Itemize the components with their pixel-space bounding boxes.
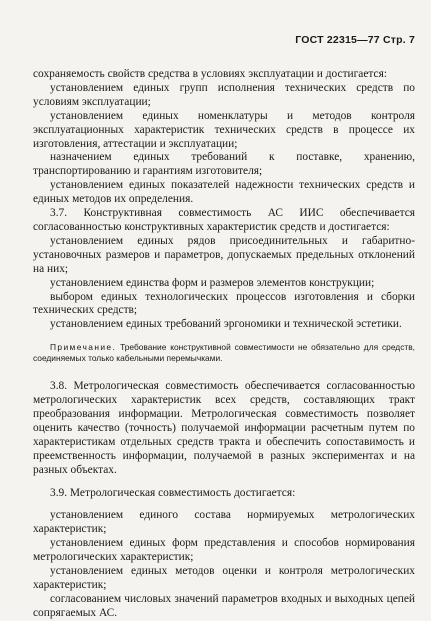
note-text: Требование конструктивной совместимости не обязательно для средств, соединяемых только кабельными перемычками. — [33, 342, 415, 364]
paragraph: выбором единых технологических процессов изготовления и сборки технических средств; — [33, 290, 415, 317]
note — [33, 342, 415, 364]
paragraph: сохраняемость свойств средства в условиях эксплуатации и достигается: — [33, 68, 387, 80]
paragraph: установлением единых методов оценки и контроля метрологических характеристик; — [33, 565, 415, 591]
paragraph: установлением единства форм и размеров элементов конструкции; — [50, 276, 375, 289]
paragraph: установлением единых номенклатуры и методов контроля эксплуатационных характеристик технических средств в процессе их изготовления, аттестации и эксплуатации; — [33, 109, 415, 150]
section-3-7: 3.7. Конструктивная совместимость АС ИИС обеспечивается согласованностью конструктивных характеристик средств и достигается: — [33, 207, 415, 233]
page-number: Стр. 7 — [382, 34, 415, 46]
paragraph: установлением единых рядов присоединительных и габаритно-установочных размеров и параметров, допускаемых предельных отклонений на них; — [33, 234, 415, 275]
paragraph: установлением единых групп исполнения технических средств по условиям эксплуатации; — [33, 81, 415, 108]
note-label: Примечание. — [50, 342, 117, 353]
paragraph: установлением единого состава нормируемых метрологических характеристик; — [33, 509, 415, 536]
section-3-9: 3.9. Метрологическая совместимость достигается: — [50, 486, 296, 499]
standard-number: ГОСТ 22315—77 — [295, 34, 380, 46]
paragraph: установлением единых показателей надежности технических средств и единых методов их определения. — [33, 179, 415, 206]
paragraph: согласованием числовых значений параметров входных и выходных цепей сопрягаемых АС. — [33, 592, 415, 619]
section-3-8: 3.8. Метрологическая совместимость обеспечивается согласованностью метрологических характеристик всех средств, составляющих тракт преобразования информации. Метрологическая совместимость позволяет оценить качество (точность) получаемой информации расчетным путем по характеристикам отдельных средств тракта и обеспечить сопоставимость и преемственность информации, получаемой в разных экспериментах и на разных объектах. — [33, 380, 415, 476]
page-body — [33, 68, 415, 621]
paragraph: установлением единых форм представления и способов нормирования метрологических характеристик; — [33, 537, 415, 564]
paragraph: установлением единых требований эргономики и технической эстетики. — [50, 318, 402, 331]
paragraph: назначением единых требований к поставке, хранению, транспортированию и гарантиям изготовителя; — [33, 151, 415, 178]
page-header — [295, 34, 415, 46]
